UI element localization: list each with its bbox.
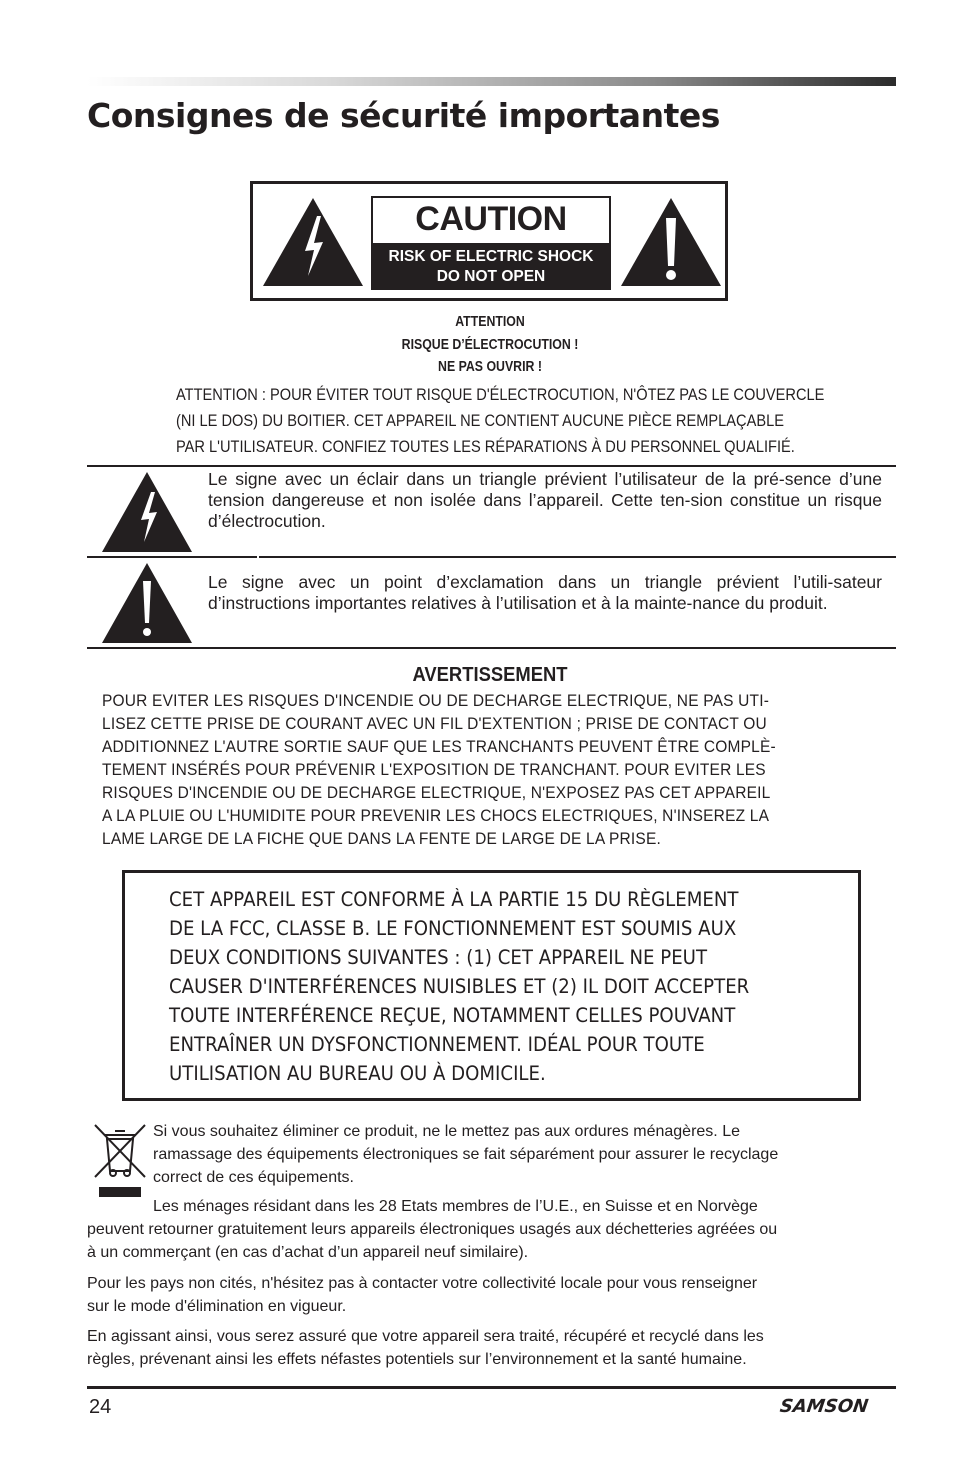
avertissement-line: TEMENT INSÉRÉS POUR PRÉVENIR L'EXPOSITION DE TRANCHANT. POUR EVITER LES: [102, 761, 766, 779]
caution-subtext: [371, 243, 611, 290]
attention-line: ATTENTION : POUR ÉVITER TOUT RISQUE D'ÉLECTROCUTION, N'ÔTEZ PAS LE COUVERCLE: [176, 385, 825, 404]
fcc-line: CAUSER D'INTERFÉRENCES NUISIBLES ET (2) IL DOIT ACCEPTER: [169, 975, 750, 998]
avertissement-line: ADDITIONNEZ L'AUTRE SORTIE SAUF QUE LES TRANCHANTS PEUVENT ÊTRE COMPLÈ-: [102, 738, 776, 756]
divider: [87, 647, 896, 649]
disposal-paragraph-3: [87, 1272, 902, 1318]
avertissement-line: RISQUES D'INCENDIE OU DE DECHARGE ELECTRIQUE, N'EXPOSEZ PAS CET APPAREIL: [102, 784, 771, 802]
fcc-line: UTILISATION AU BUREAU OU À DOMICILE.: [169, 1062, 546, 1085]
divider: [87, 556, 257, 558]
lightning-sign-text: Le signe avec un éclair dans un triangle prévient l’utilisateur de la pré-sence d’une tension dangereuse et non isolée dans l’appareil. Cette ten-sion constitue un risque d’électrocution.: [208, 469, 882, 531]
disposal-line: ramassage des équipements électroniques se fait séparément pour assurer le recyclage: [153, 1146, 779, 1163]
exclamation-sign-text: Le signe avec un point d’exclamation dans un triangle prévient l’utili-sateur d’instructions importantes relatives à l’utilisation et à la mainte-nance du produit.: [208, 572, 882, 613]
fcc-line: TOUTE INTERFÉRENCE REÇUE, NOTAMMENT CELLES POUVANT: [169, 1004, 736, 1027]
disposal-line: règles, prévenant ainsi les effets néfastes potentiels sur l’environnement et la santé humaine.: [87, 1351, 747, 1368]
crossed-out-bin-icon: [93, 1123, 151, 1199]
attention-risk: RISQUE D’ÉLECTROCUTION !: [401, 337, 579, 353]
exclamation-warning-icon: [619, 196, 723, 288]
brand-logo: SAMSON: [778, 1396, 870, 1417]
divider: [87, 465, 896, 467]
disposal-line: En agissant ainsi, vous serez assuré que votre appareil sera traité, récupéré et recyclé dans les: [87, 1328, 764, 1345]
lightning-triangle-icon: [100, 470, 194, 554]
divider: [259, 556, 896, 558]
caution-word: CAUTION: [415, 200, 567, 238]
disposal-line: correct de ces équipements.: [153, 1169, 354, 1186]
disposal-paragraph-4: [87, 1325, 902, 1371]
caution-label-box: [250, 181, 728, 301]
disposal-line: peuvent retourner gratuitement leurs appareils électroniques usagés aux déchetteries agréées ou: [87, 1221, 778, 1238]
avertissement-line: LISEZ CETTE PRISE DE COURANT AVEC UN FIL D'EXTENTION ; PRISE DE CONTACT OU: [102, 715, 767, 733]
attention-do-not-open: NE PAS OUVRIR !: [438, 359, 542, 375]
disposal-paragraph-2: [87, 1195, 902, 1264]
attention-line: PAR L'UTILISATEUR. CONFIEZ TOUTES LES RÉPARATIONS À DU PERSONNEL QUALIFIÉ.: [176, 437, 795, 456]
attention-heading: ATTENTION: [455, 314, 525, 330]
disposal-line: Si vous souhaitez éliminer ce produit, ne le mettez pas aux ordures ménagères. Le: [153, 1123, 740, 1140]
avertissement-line: POUR EVITER LES RISQUES D'INCENDIE OU DE DECHARGE ELECTRIQUE, NE PAS UTI-: [102, 692, 770, 710]
fcc-line: ENTRAÎNER UN DYSFONCTIONNEMENT. IDÉAL POUR TOUTE: [169, 1033, 705, 1056]
fcc-line: CET APPAREIL EST CONFORME À LA PARTIE 15 DU RÈGLEMENT: [169, 888, 739, 911]
avertissement-heading: AVERTISSEMENT: [412, 664, 568, 686]
fcc-line: DE LA FCC, CLASSE B. LE FONCTIONNEMENT EST SOUMIS AUX: [169, 917, 737, 940]
caution-line-1: RISK OF ELECTRIC SHOCK: [388, 248, 594, 265]
page-title: Consignes de sécurité importantes: [87, 96, 720, 135]
caution-line-2: DO NOT OPEN: [436, 268, 546, 285]
avertissement-line: A LA PLUIE OU L'HUMIDITE POUR PREVENIR LES CHOCS ELECTRIQUES, N'INSEREZ LA: [102, 807, 770, 825]
footer-rule: [87, 1386, 896, 1389]
lightning-warning-icon: [261, 196, 365, 288]
attention-line: (NI LE DOS) DU BOITIER. CET APPAREIL NE CONTIENT AUCUNE PIÈCE REMPLAÇABLE: [176, 411, 784, 430]
page-number: 24: [89, 1396, 112, 1418]
avertissement-body: [102, 690, 948, 851]
fcc-statement: [169, 885, 820, 1088]
caution-sign: [371, 196, 611, 290]
fcc-compliance-box: [122, 870, 861, 1101]
fcc-line: DEUX CONDITIONS SUIVANTES : (1) CET APPAREIL NE PEUT: [169, 946, 708, 969]
header-gradient-bar: [87, 77, 896, 86]
disposal-paragraph-1: [153, 1120, 893, 1189]
disposal-line: Les ménages résidant dans les 28 Etats membres de l’U.E., en Suisse et en Norvège: [153, 1198, 758, 1215]
disposal-line: à un commerçant (en cas d’achat d’un appareil neuf similaire).: [87, 1244, 529, 1261]
attention-body: [176, 382, 825, 460]
avertissement-line: LAME LARGE DE LA FICHE QUE DANS LA FENTE DE LARGE DE LA PRISE.: [102, 830, 661, 848]
exclamation-triangle-icon: [100, 561, 194, 645]
disposal-line: sur le mode d'élimination en vigueur.: [87, 1298, 347, 1315]
disposal-line: Pour les pays non cités, n'hésitez pas à contacter votre collectivité locale pour vous renseigner: [87, 1275, 758, 1292]
